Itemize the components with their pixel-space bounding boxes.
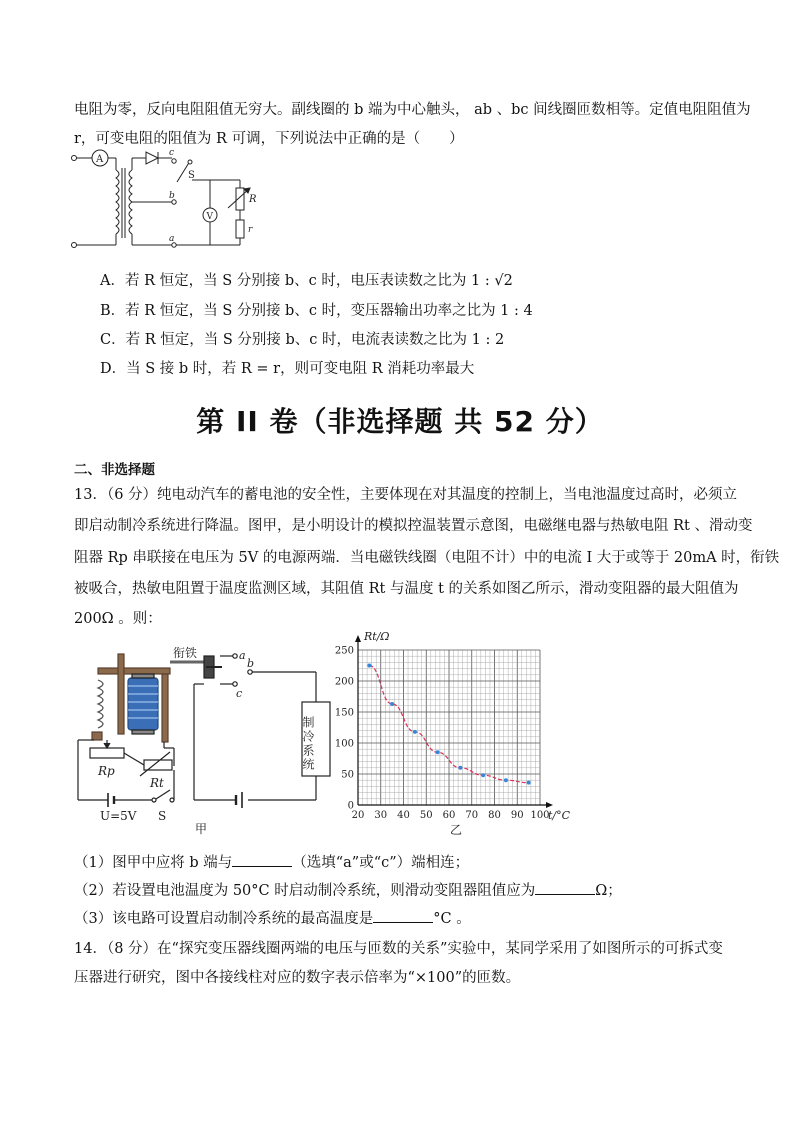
y-axis-arrow [355, 635, 361, 642]
data-point [481, 773, 485, 777]
chart-caption: 乙 [450, 823, 463, 837]
option-a-text: 若 R 恒定，当 S 分别接 b、c 时，电压表读数之比为 1 : √2 [124, 273, 513, 289]
q13-line-2: 即启动制冷系统进行降温。图甲，是小明设计的模拟控温装置示意图，电磁继电器与热敏电阻 Rt 、滑动变 [74, 518, 753, 534]
fig-b-label: b [247, 657, 255, 670]
caption-jia: 甲 [195, 822, 208, 836]
rt-temperature-chart [330, 628, 580, 838]
data-point [367, 664, 371, 668]
transformer-circuit-diagram [68, 148, 268, 258]
q13-sub3-suffix: °C 。 [433, 911, 471, 927]
res-R-label: R [249, 194, 257, 205]
q13-answer-blank-2[interactable] [535, 880, 595, 895]
q13-sub3 [74, 907, 471, 928]
q14-line-1: 14．（8 分）在“探究变压器线圈两端的电压与匝数的关系”实验中，某同学采用了如图所示的可拆式变 [74, 941, 723, 957]
q13-line-3: 阻器 Rp 串联接在电压为 5V 的电源两端．当电磁铁线圈（电阻不计）中的电流 I 大于或等于 20mA 时，衔铁 [74, 550, 780, 566]
section-heading: 二、非选择题 [74, 462, 155, 478]
data-point [458, 766, 462, 770]
q13-sub1-suffix: （选填“a”或“c”）端相连； [292, 855, 470, 871]
y-tick-label: 200 [334, 676, 354, 688]
rt-label: Rt [150, 776, 164, 790]
x-tick-label: 50 [419, 810, 433, 821]
option-c [100, 328, 504, 349]
q13-sub1-prefix: （1）图甲中应将 b 端与 [74, 855, 233, 871]
x-tick-label: 70 [465, 810, 479, 821]
y-tick-label: 0 [347, 800, 354, 812]
option-d-letter: D． [100, 361, 127, 377]
q13-sub2-prefix: （2）若设置电池温度为 50°C 时启动制冷系统，则滑动变阻器阻值应为 [74, 883, 536, 899]
q13-line-4: 被吸合，热敏电阻置于温度监测区域，其阻值 Rt 与温度 t 的关系如图乙所示，滑动变阻器的最大阻值为 [74, 581, 739, 597]
q13-answer-blank-1[interactable] [232, 852, 292, 867]
fig-a-label: a [239, 649, 246, 662]
x-tick-label: 100 [530, 810, 550, 821]
tap-b-label: b [169, 191, 175, 201]
y-tick-label: 100 [334, 738, 354, 750]
data-point [413, 730, 417, 734]
x-tick-label: 20 [351, 810, 365, 821]
fig-c-label: c [236, 687, 243, 700]
voltage-label: U=5V [100, 809, 137, 823]
x-tick-label: 80 [488, 810, 501, 821]
x-tick-label: 90 [510, 810, 524, 821]
q13-line-1: 13．（6 分）纯电动汽车的蓄电池的安全性，主要体现在对其温度的控制上，当电池温度过高时，必须立 [74, 487, 738, 503]
x-tick-label: 60 [442, 810, 456, 821]
armature-label: 衔铁 [173, 646, 198, 660]
chart-xlabel: t/°C [548, 809, 571, 822]
q14-line-2: 压器进行研究，图中各接线柱对应的数字表示倍率为“×100”的匝数。 [74, 970, 521, 986]
y-tick-label: 250 [334, 645, 354, 657]
tap-a-label: a [169, 234, 175, 244]
option-a [100, 269, 513, 290]
option-d [100, 357, 474, 378]
data-point [504, 778, 508, 782]
voltmeter-label: V [206, 212, 213, 222]
option-b [100, 299, 533, 320]
x-axis-arrow [546, 802, 553, 808]
rp-label: Rp [98, 764, 115, 778]
option-c-text: 若 R 恒定，当 S 分别接 b、c 时，电流表读数之比为 1 : 2 [125, 332, 505, 348]
x-tick-label: 40 [397, 810, 410, 821]
relay-circuit-diagram [70, 640, 340, 840]
q13-sub3-prefix: （3）该电路可设置启动制冷系统的最高温度是 [74, 911, 374, 927]
option-a-letter: A． [100, 273, 125, 289]
switch-s-label: S [188, 170, 195, 181]
x-tick-label: 30 [374, 810, 388, 821]
tap-c-label: c [169, 148, 175, 158]
q13-sub2 [74, 879, 622, 900]
option-b-letter: B． [100, 303, 126, 319]
intro-line-2: r，可变电阻的阻值为 R 可调，下列说法中正确的是（ ） [74, 131, 464, 147]
res-r-label: r [248, 225, 253, 235]
chart-grid [358, 650, 540, 805]
option-b-text: 若 R 恒定，当 S 分别接 b、c 时，变压器输出功率之比为 1 : 4 [125, 303, 533, 319]
q13-line-5: 200Ω 。则： [74, 611, 162, 627]
intro-line-1: 电阻为零，反向电阻阻值无穷大。副线圈的 b 端为中心触头， ab 、bc 间线圈匝数相等。定值电阻阻值为 [74, 102, 751, 118]
data-point [390, 702, 394, 706]
chart-ylabel: Rt/Ω [364, 630, 390, 643]
ammeter-label: A [96, 154, 104, 165]
option-c-letter: C． [100, 332, 126, 348]
cooling-label: 制冷系统 [301, 716, 315, 772]
q13-sub1 [74, 851, 469, 872]
data-point [527, 781, 531, 785]
y-tick-label: 50 [341, 769, 354, 781]
switch-label: S [158, 809, 167, 823]
y-tick-label: 150 [334, 707, 354, 719]
option-d-text: 当 S 接 b 时，若 R = r，则可变电阻 R 消耗功率最大 [126, 361, 475, 377]
q13-answer-blank-3[interactable] [373, 908, 433, 923]
q13-sub2-suffix: Ω； [595, 883, 622, 899]
section-title: 第 II 卷（非选择题 共 52 分） [196, 405, 604, 438]
data-point [436, 750, 440, 754]
